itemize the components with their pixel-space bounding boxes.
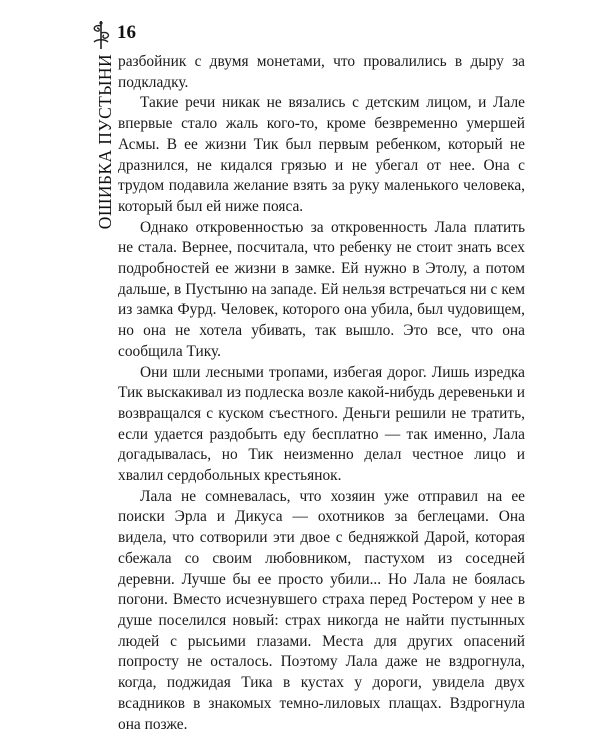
paragraph: Такие речи никак не вязались с детским лицом, и Лале впервые стало жаль кого-то, кроме безвременно умершей Асмы. В ее жизни Тик был первым ребенком, который не дразнился, не кидался грязью и не убегал от нее. Она с трудом подавила желание взять за руку маленького человека, который был ей ниже пояса. <box>118 94 525 215</box>
body-text <box>118 52 525 735</box>
running-title-text: ОШИБКА ПУСТЫНИ <box>95 54 115 230</box>
paragraph: Они шли лесными тропами, избегая дорог. Лишь изредка Тик выскакивал из подлеска возле какой-нибудь деревеньки и возвращался с куском съестного. Деньги решили не тратить, если удается раздобыть еду бесплатно — так именно, Лала догадывалась, но Тик неизменно делал честное лицо и хвалил сердобольных крестьянок. <box>118 363 525 485</box>
ornament-icon <box>88 20 114 50</box>
paragraph: разбойник с двумя монетами, что провалились в дыру за подкладку. <box>118 53 525 91</box>
paragraph: Однако откровенностью за откровенность Лала платить не стала. Вернее, посчитала, что ребенку не стоит знать всех подробностей ее жизни в замке. Ей нужно в Этолу, а потом дальше, в Пустыню на западе. Ей нельзя встречаться ни с кем из замка Фурд. Человек, которого она убила, был чудовищем, но она не хотела убивать, так вышло. Это все, что она сообщила Тику. <box>118 218 525 360</box>
paragraph: Лала не сомневалась, что хозяин уже отправил на ее поиски Эрла и Дикуса — охотников за беглецами. Она видела, что сотворили эти двое с бедняжкой Дарой, которая сбежала со своим любовником, пастухом из соседней деревни. Лучше бы ее просто убили... Но Лала не боялась погони. Вместо исчезнувшего страха перед Ростером у нее в душе поселился новый: страх никогда не найти пустынных людей с рысьими глазами. Места для других опасений попросту не осталось. Поэтому Лала даже не вздрогнула, когда, поджидая Тика в кустах у дороги, увидела двух всадников в знакомых темно-лиловых плащах. Вздрогнула она позже. <box>118 487 525 733</box>
page-number: 16 <box>117 22 136 43</box>
